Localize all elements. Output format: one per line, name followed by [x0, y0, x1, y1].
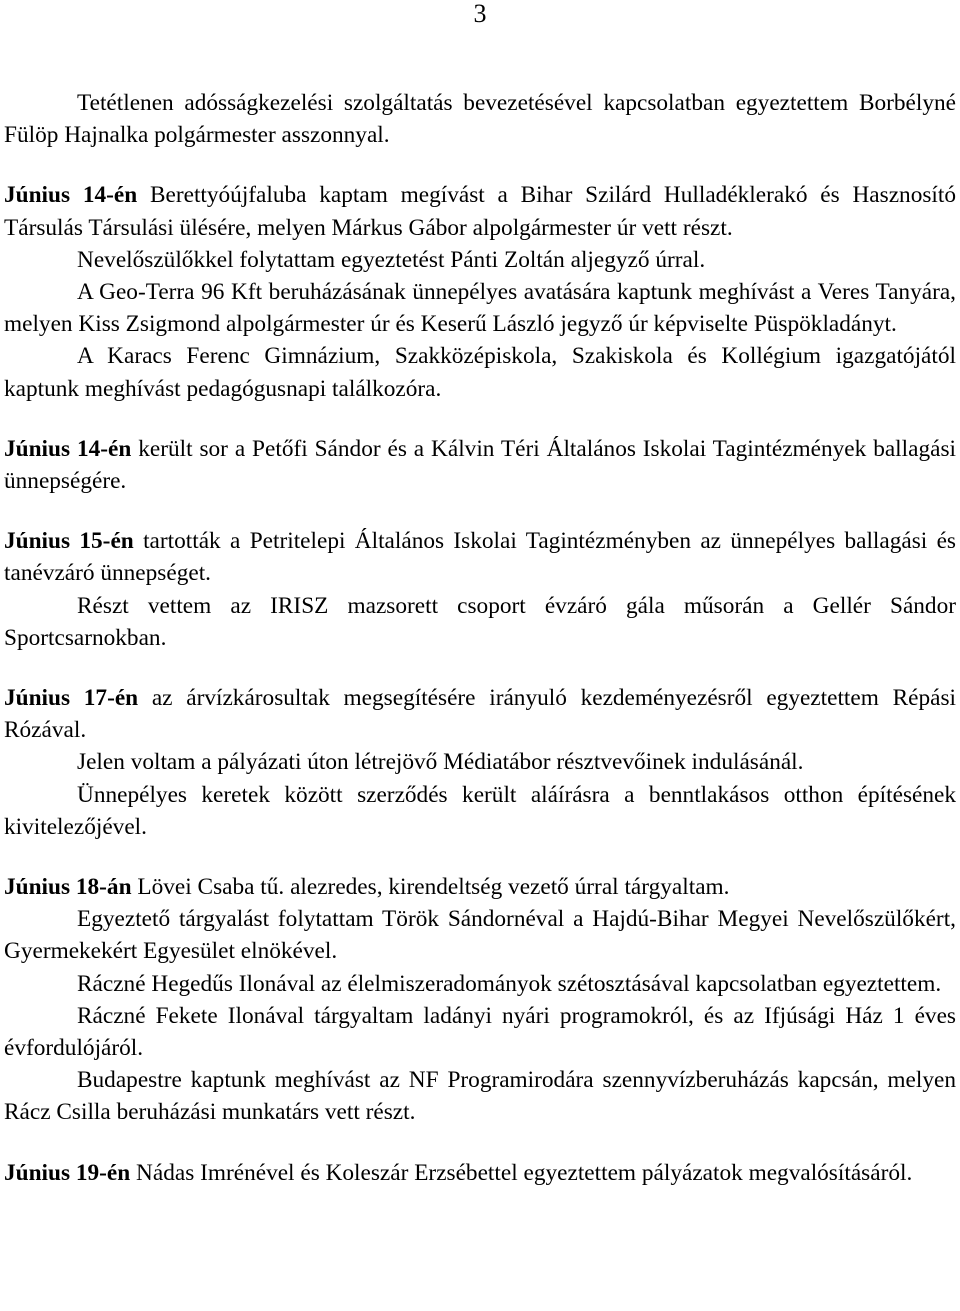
paragraph-text: Nevelőszülőkkel folytattam egyeztetést Pánti Zoltán aljegyző úrral.	[77, 246, 706, 273]
page-number: 3	[473, 0, 487, 28]
paragraph-text: Tetétlenen adósságkezelési szolgáltatás bevezetésével kapcsolatban egyeztettem Borbélyné Fülöp Hajnalka polgármester asszonnyal.	[4, 90, 956, 149]
paragraph-text: Egyeztető tárgyalást folytattam Török Sándornéval a Hajdú-Bihar Megyei Nevelőszülőkért, Gyermekekért Egyesület elnökével.	[4, 906, 956, 965]
date-heading: Június 19-én	[4, 1159, 131, 1186]
paragraph	[4, 340, 956, 404]
paragraph-text: Budapestre kaptunk meghívást az NF Programirodára szennyvízberuházás kapcsán, melyen Rácz Csilla beruházási munkatárs vett részt.	[4, 1067, 956, 1126]
paragraph-text: A Karacs Ferenc Gimnázium, Szakközépiskola, Szakiskola és Kollégium igazgatójától kaptunk meghívást pedagógusnapi találkozóra.	[4, 343, 956, 402]
paragraph	[4, 179, 956, 243]
paragraph	[4, 682, 956, 746]
date-heading: Június 14-én	[4, 435, 132, 462]
paragraph	[4, 276, 956, 340]
paragraph	[4, 87, 956, 151]
paragraph	[4, 244, 956, 276]
paragraph	[4, 590, 956, 654]
paragraph-text: az árvízkárosultak megsegítésére irányuló kezdeményezésről egyeztettem Répási Rózával.	[4, 685, 956, 744]
paragraph-text: Nádas Imrénével és Koleszár Erzsébettel egyeztettem pályázatok megvalósításáról.	[130, 1159, 913, 1186]
paragraph	[4, 1000, 956, 1064]
paragraph-text: Lövei Csaba tű. alezredes, kirendeltség vezető úrral tárgyaltam.	[131, 874, 730, 901]
date-heading: Június 18-án	[4, 874, 132, 901]
document-body	[4, 87, 956, 1189]
paragraph	[4, 746, 956, 778]
paragraph	[4, 903, 956, 967]
paragraph-text: Részt vettem az IRISZ mazsorett csoport évzáró gála műsorán a Gellér Sándor Sportcsarnokban.	[4, 592, 956, 651]
date-heading: Június 14-én	[4, 182, 138, 209]
paragraph-text: Ráczné Hegedűs Ilonával az élelmiszeradományok szétosztásával kapcsolatban egyeztettem.	[77, 970, 942, 997]
paragraph	[4, 968, 956, 1000]
paragraph	[4, 779, 956, 843]
paragraph	[4, 1157, 956, 1189]
paragraph-text: Ráczné Fekete Ilonával tárgyaltam ladányi nyári programokról, és az Ifjúsági Ház 1 éves évfordulójáról.	[4, 1002, 956, 1062]
paragraph	[4, 871, 956, 903]
paragraph-text: tartották a Petritelepi Általános Iskolai Tagintézményben az ünnepélyes ballagási és tanévzáró ünnepséget.	[4, 528, 957, 587]
paragraph	[4, 1064, 956, 1128]
paragraph-text: A Geo-Terra 96 Kft beruházásának ünnepélyes avatására kaptunk meghívást a Veres Tanyára, melyen Kiss Zsigmond alpolgármester úr és Keserű László jegyző úr képviselte Püspökladányt.	[4, 279, 956, 338]
date-heading: Június 17-én	[4, 685, 139, 712]
paragraph	[4, 433, 956, 497]
paragraph-text: került sor a Petőfi Sándor és a Kálvin Téri Általános Iskolai Tagintézmények ballagási ünnepségére.	[4, 435, 956, 495]
paragraph	[4, 525, 956, 589]
date-heading: Június 15-én	[4, 528, 134, 555]
paragraph-text: Ünnepélyes keretek között szerződés került aláírásra a benntlakásos otthon építésének kivitelezőjével.	[4, 781, 956, 840]
paragraph-text: Jelen voltam a pályázati úton létrejövő Médiatábor résztvevőinek indulásánál.	[77, 749, 804, 776]
paragraph-text: Berettyóújfaluba kaptam megívást a Bihar Szilárd Hulladéklerakó és Hasznosító Társulás Társulási ülésére, melyen Márkus Gábor alpolgármester úr vett részt.	[4, 182, 956, 241]
